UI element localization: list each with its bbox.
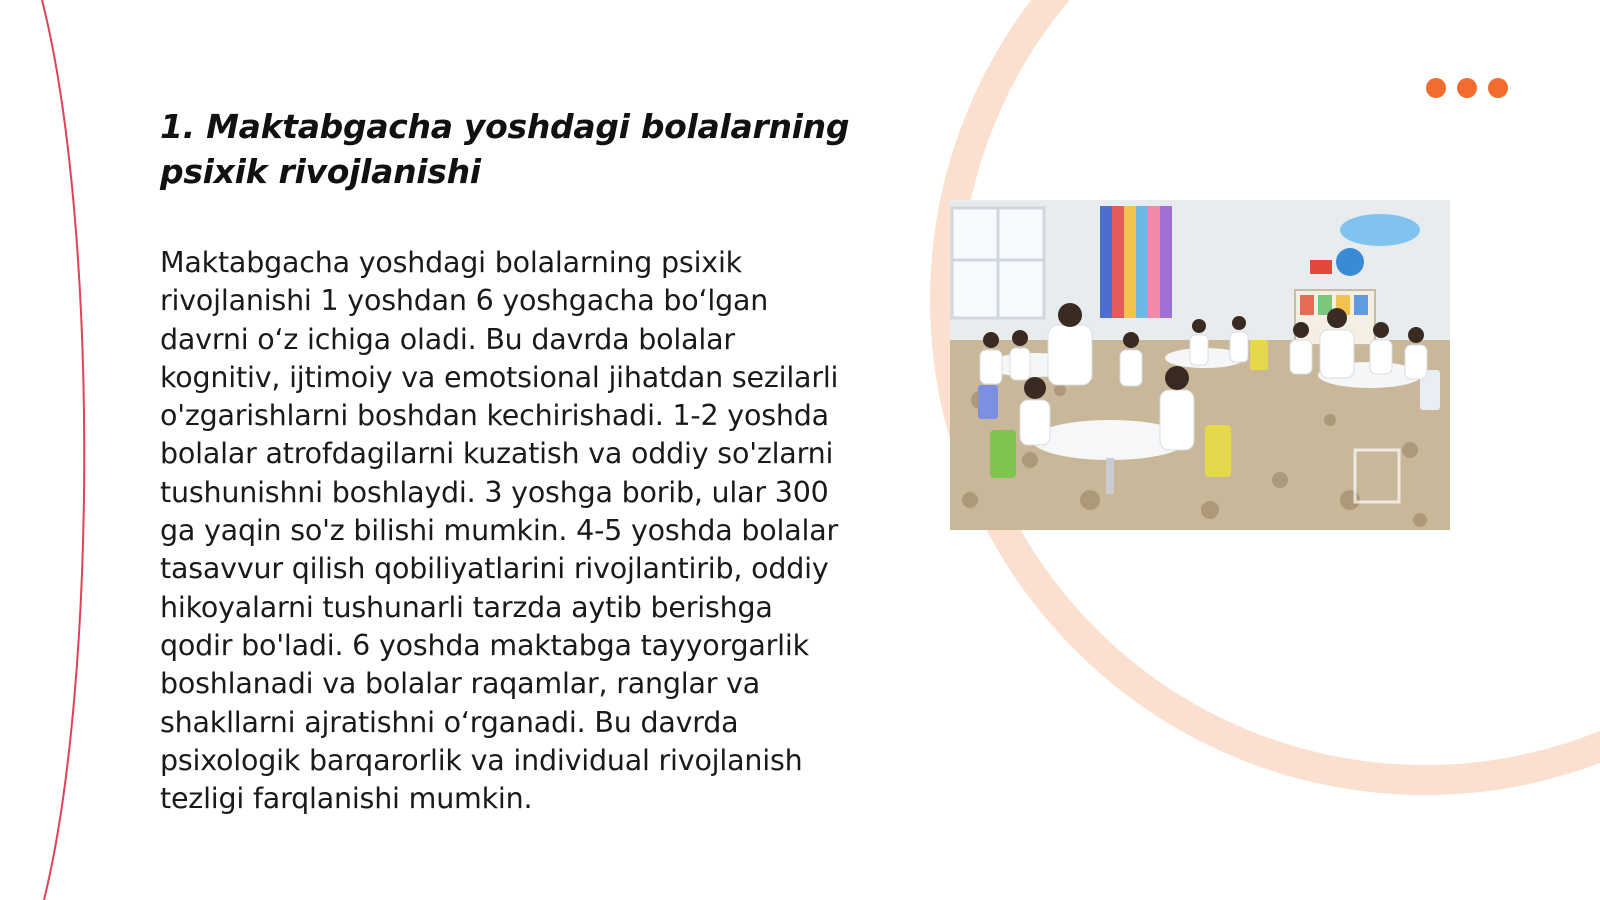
classroom-photo <box>950 200 1450 530</box>
more-dots-icon <box>1426 78 1508 98</box>
slide-body-text: Maktabgacha yoshdagi bolalarning psixik rivojlanishi 1 yoshdan 6 yoshgacha boʻlgan davrni oʻz ichiga oladi. Bu davrda bolalar kognitiv, ijtimoiy va emotsional jihatdan sezilarli o'zgarishlarni boshdan kechirishadi. 1-2 yoshda bolalar atrofdagilarni kuzatish va oddiy so'zlarni tushunishni boshlaydi. 3 yoshga borib, ular 300 ga yaqin so'z bilishi mumkin. 4-5 yoshda bolalar tasavvur qilish qobiliyatlarini rivojlantirib, oddiy hikoyalarni tushunarli tarzda aytib berishga qodir bo'ladi. 6 yoshda maktabga tayyorgarlik boshlanadi va bolalar raqamlar, ranglar va shakllarni ajratishni oʻrganadi. Bu davrda psixologik barqarorlik va individual rivojlanish tezligi farqlanishi mumkin. <box>160 246 839 816</box>
dot-icon <box>1488 78 1508 98</box>
dot-icon <box>1426 78 1446 98</box>
dot-icon <box>1457 78 1477 98</box>
left-red-curve <box>42 0 84 900</box>
slide-title: 1. Maktabgacha yoshdagi bolalarning psixik rivojlanishi <box>160 107 850 191</box>
classroom-illustration <box>950 200 1450 530</box>
